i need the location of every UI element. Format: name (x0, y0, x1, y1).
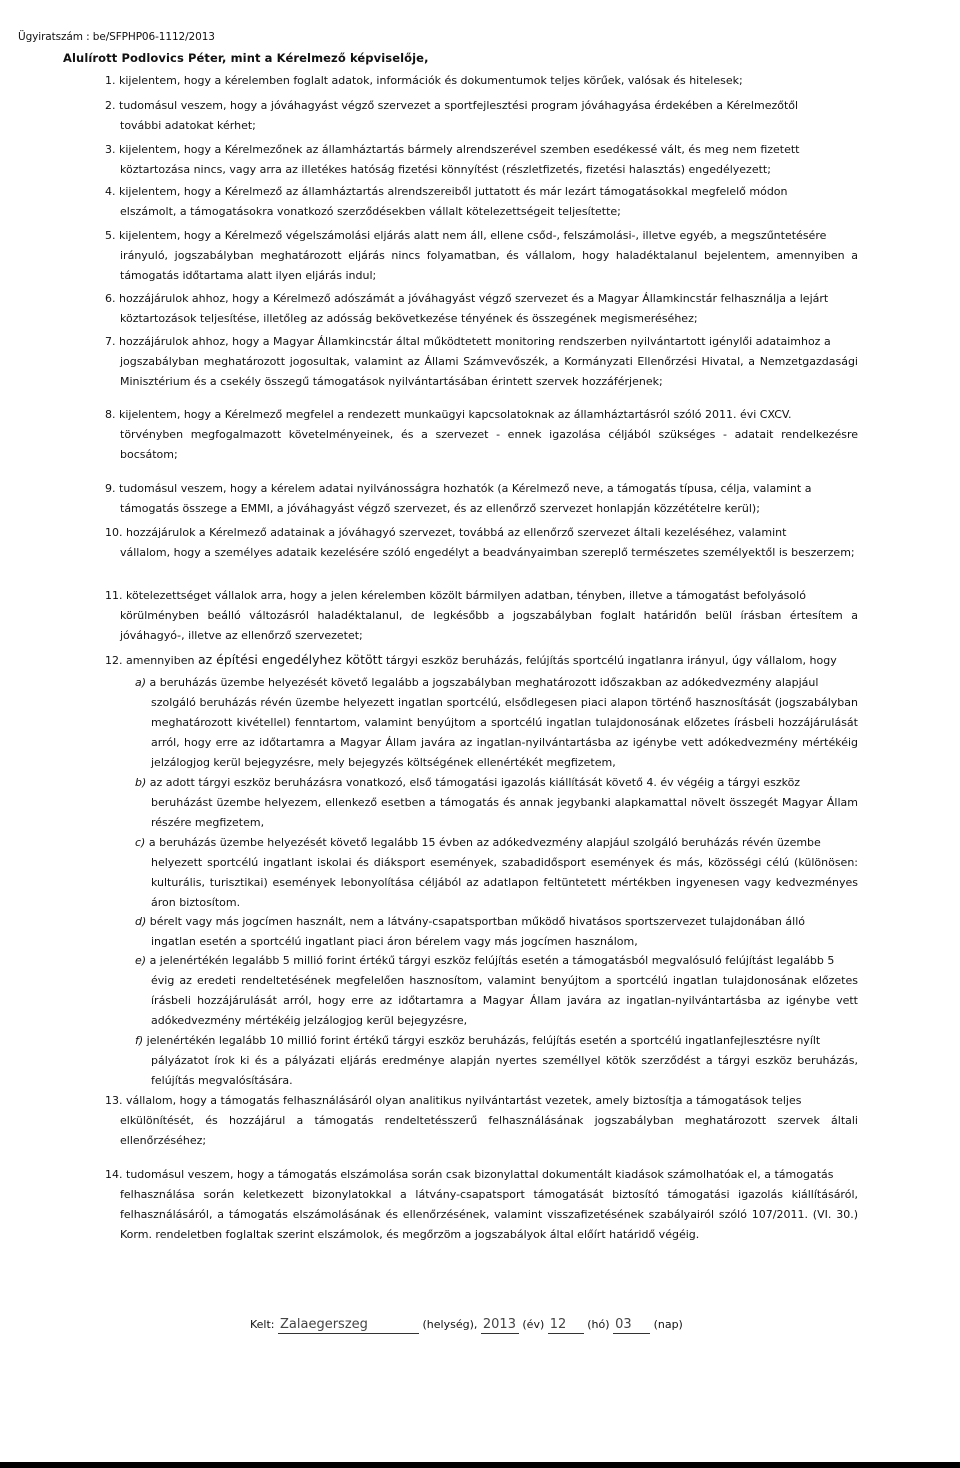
intro-statement: Alulírott Podlovics Péter, mint a Kérelmező képviselője, (63, 51, 429, 65)
sub-item: b) az adott tárgyi eszköz beruházásra vonatkozó, első támogatási igazolás kiállítását követő 4. év végéig a tárgyi eszköz beruházást üzembe helyezem, ellenkező esetben a támogatás és annak jegybanki alapkamattal növelt összegét Magyar Állam részére megfizetem, (135, 776, 858, 829)
declaration-item: 2. tudomásul veszem, hogy a jóváhagyást végző szervezet a sportfejlesztési program jóváhagyása érdekében a Kérelmezőtől további adatokat kérhet; (105, 99, 799, 132)
declaration-item: 9. tudomásul veszem, hogy a kérelem adatai nyilvánosságra hozhatók (a Kérelmező neve, a támogatás típusa, célja, valamint a támogatás összege a EMMI, a jóváhagyást végző szervezet, és az ellenőrző szervezet honlapján közzétételre kerül); (105, 482, 812, 515)
declaration-item: 5. kijelentem, hogy a Kérelmező végelszámolási eljárás alatt nem áll, ellene csőd-, felszámolási-, illetve egyéb, a megszűntetésére irányuló, jogszabályban meghatározott eljárás nincs folyamatban, és vállalom, hogy haladéktalanul bejelentem, amennyiben a támogatás időtartama alatt ilyen eljárás indul; (105, 229, 858, 282)
kelt-label: Kelt: (250, 1318, 275, 1331)
sub-item: c) a beruházás üzembe helyezését követő legalább 15 évben az adókedvezmény alapjául szolgáló beruházás révén üzembe helyezett sportcélú ingatlant iskolai és diáksport események, szabadidősport események és más, közösségi célú (különösen: kulturális, turisztikai) események lebonyolítása céljából az adatlapon feltüntetett mértékben ingyenesen vagy kedvezményes áron biztosítom. (135, 836, 858, 909)
day-field[interactable]: 03 (613, 1317, 650, 1334)
sub-item: e) a jelenértékén legalább 5 millió forint értékű tárgyi eszköz felújítás esetén a támogatásból megvalósuló felújítást legalább 5 évig az eredeti rendeltetésének megfelelően hasznosítom, valamint benyújtom a sportcélú ingatlan tulajdonosának előzetes írásbeli hozzájárulását arról, hogy erre az időtartamra a Magyar Állam javára az ingatlan-nyilvántartásba az igénybe vett adókedvezmény mértékéig jelzálogjog kerül bejegyzésre, (135, 954, 858, 1027)
day-label: (nap) (653, 1318, 683, 1331)
date-place-line (250, 1317, 683, 1334)
emphasized-phrase: az építési engedélyhez kötött (197, 652, 383, 667)
declaration-item: 1. kijelentem, hogy a kérelemben foglalt adatok, információk és dokumentumok teljes körűek, valósak és hitelesek; (105, 74, 743, 87)
year-label: (év) (522, 1318, 545, 1331)
declaration-item: 3. kijelentem, hogy a Kérelmezőnek az államháztartás bármely alrendszerével szemben esedékessé vált, és meg nem fizetett köztartozása nincs, vagy arra az illetékes hatóság fizetési könnyítést (részletfizetés, fizetési halasztás) engedélyezett; (105, 143, 800, 176)
sub-item: d) bérelt vagy más jogcímen használt, nem a látvány-csapatsportban működő hivatásos sportszervezet tulajdonában álló ingatlan esetén a sportcélú ingatlant piaci áron bérelem vagy más jogcímen használom, (135, 915, 805, 948)
year-field[interactable]: 2013 (481, 1317, 519, 1334)
month-field[interactable]: 12 (548, 1317, 584, 1334)
declaration-item: 10. hozzájárulok a Kérelmező adatainak a jóváhagyó szervezet, továbbá az ellenőrző szervezet általi kezeléséhez, valamint vállalom, hogy a személyes adataik kezelésére szóló engedélyt a beadványaimban szereplő természetes személyektől is beszerzem; (105, 526, 855, 559)
declaration-item: 13. vállalom, hogy a támogatás felhasználásáról olyan analitikus nyilvántartást vezetek, amely biztosítja a támogatások teljes elkülönítését, és hozzájárul a támogatás rendeltetésszerű felhasználásának jogszabályban meghatározott szervek általi ellenőrzéséhez; (105, 1094, 858, 1147)
declaration-item: 8. kijelentem, hogy a Kérelmező megfelel a rendezett munkaügyi kapcsolatoknak az államháztartásról szóló 2011. évi CXCV. törvényben megfogalmazott követelményeinek, és a szervezet - ennek igazolása céljából szükséges - adatait rendelkezésre bocsátom; (105, 408, 858, 461)
case-number: Ügyiratszám : be/SFPHP06-1112/2013 (18, 31, 215, 43)
sub-item: a) a beruházás üzembe helyezését követő legalább a jogszabályban meghatározott időszakban az adókedvezmény alapjául szolgáló beruházás révén üzembe helyezett ingatlan sportcélú, elsődlegesen piaci alapon történő hasznosítását (jogszabályban meghatározott kivétellel) fenntartom, valamint benyújtom a sportcélú ingatlan tulajdonosának előzetes írásbeli hozzájárulását arról, hogy erre az időtartamra a Magyar Állam javára az ingatlan-nyilvántartásba az igénybe vett adókedvezmény mértékéig jelzálogjog kerül bejegyzésre, mely bejegyzés költségének ellenértékét megfizetem, (135, 676, 858, 769)
place-label: (helység), (422, 1318, 478, 1331)
page-bottom-border (0, 1462, 960, 1468)
declaration-item: 6. hozzájárulok ahhoz, hogy a Kérelmező adószámát a jóváhagyást végző szervezet és a Magyar Államkincstár felhasználja a lejárt köztartozások teljesítése, illetőleg az adósság bekövetkezése tényének és összegének megismeréséhez; (105, 292, 829, 325)
declaration-item: 12. amennyiben az építési engedélyhez kötött tárgyi eszköz beruházás, felújítás sportcélú ingatlanra irányul, úgy vállalom, hogy (105, 652, 837, 667)
declaration-item: 11. kötelezettséget vállalok arra, hogy a jelen kérelemben közölt bármilyen adatban, tényben, illetve a támogatást befolyásoló körülményben beálló változásról haladéktalanul, de legkésőbb a jogszabályban foglalt határidőn belül írásban értesítem a jóváhagyó-, illetve az ellenőrző szervezetet; (105, 589, 858, 642)
declaration-item: 4. kijelentem, hogy a Kérelmező az államháztartás alrendszereiből juttatott és már lezárt támogatásokkal megfelelő módon elszámolt, a támogatásokra vonatkozó szerződésekben vállalt kötelezettségeit teljesítette; (105, 185, 788, 218)
place-field[interactable]: Zalaegerszeg (278, 1317, 419, 1334)
declaration-item: 14. tudomásul veszem, hogy a támogatás elszámolása során csak bizonylattal dokumentált kiadások számolhatóak el, a támogatás felhasználása során keletkezett bizonylatokkal a látvány-csapatsport támogatását biztosító támogatási igazolás kiállításáról, felhasználásáról, a támogatás elszámolásának és ellenőrzésének, valamint visszafizetésének szabályairól szóló 107/2011. (VI. 30.) Korm. rendeletben foglaltak szerint elszámolok, és megőrzöm a jogszabályok által előírt határidő végéig. (105, 1168, 858, 1241)
sub-item: f) jelenértékén legalább 10 millió forint értékű tárgyi eszköz beruházás, felújítás esetén a sportcélú ingatlanfejlesztésre nyílt pályázatot írok ki és a pályázati eljárás eredménye alapján nyertes személlyel kötök szerződést a tárgyi eszköz beruházás, felújítás megvalósítására. (135, 1034, 858, 1087)
month-label: (hó) (587, 1318, 610, 1331)
declaration-item: 7. hozzájárulok ahhoz, hogy a Magyar Államkincstár által működtetett monitoring rendszerben nyilvántartott igénylői adataimhoz a jogszabályban meghatározott jogosultak, valamint az Állami Számvevőszék, a Kormányzati Ellenőrzési Hivatal, a Nemzetgazdasági Minisztérium és a csekély összegű támogatások nyilvántartásában érintett szervek hozzáférjenek; (105, 335, 858, 388)
